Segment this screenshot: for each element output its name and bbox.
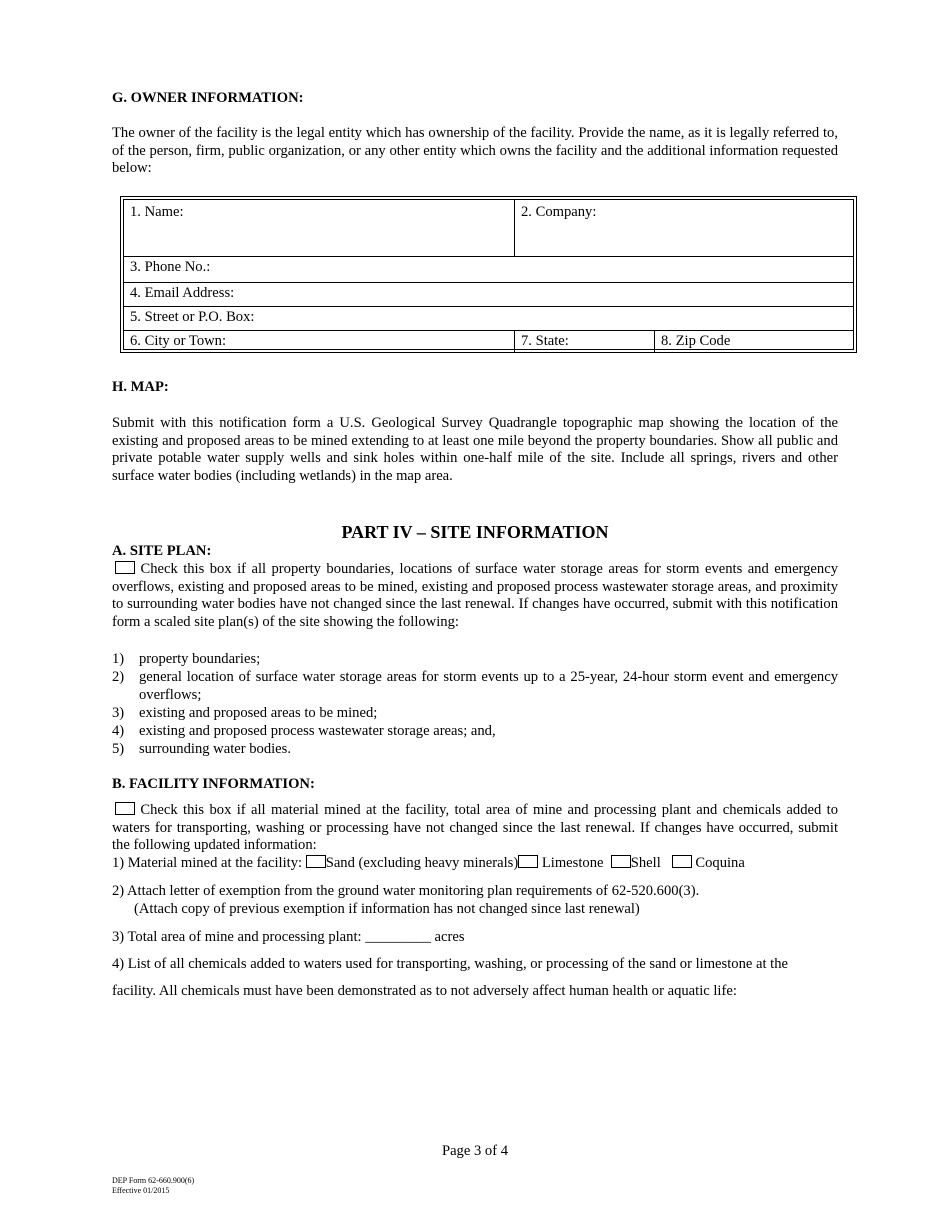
site-plan-item: general location of surface water storage areas for storm events up to a 25-year, 24-hour storm event and emergency overflows; <box>139 669 838 703</box>
facility-info-checkbox[interactable] <box>115 802 135 815</box>
site-plan-paragraph <box>112 561 838 631</box>
limestone-label: Limestone <box>541 855 604 871</box>
facility-info-heading: B. FACILITY INFORMATION: <box>112 776 315 792</box>
chemicals-item-continued: facility. All chemicals must have been demonstrated as to not adversely affect human health or aquatic life: <box>112 983 737 999</box>
owner-state-field[interactable]: 7. State: <box>521 333 569 349</box>
section-g-intro: The owner of the facility is the legal entity which has ownership of the facility. Provide the name, as it is legally referred to, of the person, firm, public organization, or any other entity which owns the facility and the additional information requested below: <box>112 125 838 177</box>
owner-name-field[interactable]: 1. Name: <box>130 204 184 220</box>
sand-checkbox[interactable] <box>306 855 326 868</box>
form-id: DEP Form 62-660.900(6) <box>112 1176 195 1185</box>
site-plan-item-num: 5) <box>112 741 125 757</box>
section-h-heading: H. MAP: <box>112 379 169 395</box>
material-mined-row <box>112 855 745 872</box>
owner-city-field[interactable]: 6. City or Town: <box>130 333 227 349</box>
site-plan-item-num: 4) <box>112 723 125 739</box>
sand-label: Sand (excluding heavy minerals) <box>325 855 519 871</box>
owner-zip-field[interactable]: 8. Zip Code <box>661 333 731 349</box>
exemption-note: (Attach copy of previous exemption if information has not changed since last renewal) <box>134 901 640 917</box>
page-number: Page 3 of 4 <box>441 1143 509 1159</box>
site-plan-item: property boundaries; <box>139 651 261 667</box>
shell-checkbox[interactable] <box>611 855 631 868</box>
limestone-checkbox[interactable] <box>518 855 538 868</box>
part-iv-title: PART IV – SITE INFORMATION <box>341 522 609 542</box>
site-plan-item: existing and proposed areas to be mined; <box>139 705 378 721</box>
site-plan-item-num: 3) <box>112 705 125 721</box>
site-plan-check-text: Check this box if all property boundaries, locations of surface water storage areas for storm events and emergency overflows, existing and proposed areas to be mined, existing and proposed process wastewater storage areas, and proximity to surrounding water bodies have not changed since the last renewal. If changes have occurred, submit with this notification form a scaled site plan(s) of the site showing the following: <box>112 561 838 630</box>
site-plan-item-num: 2) <box>112 669 125 685</box>
form-effective-date: Effective 01/2015 <box>112 1186 170 1195</box>
section-g-heading: G. OWNER INFORMATION: <box>112 90 304 106</box>
coquina-checkbox[interactable] <box>672 855 692 868</box>
site-plan-item: existing and proposed process wastewater storage areas; and, <box>139 723 496 739</box>
facility-check-text: Check this box if all material mined at the facility, total area of mine and processing plant and chemicals added to waters for transporting, washing or processing have not changed since the last renewal. If changes have occurred, submit the following updated information: <box>112 802 838 854</box>
site-plan-checkbox[interactable] <box>115 561 135 574</box>
owner-company-field[interactable]: 2. Company: <box>521 204 597 220</box>
chemicals-item: 4) List of all chemicals added to waters used for transporting, washing, or processing of the sand or limestone at the <box>112 956 789 972</box>
owner-info-table <box>120 196 857 353</box>
section-h-text: Submit with this notification form a U.S. Geological Survey Quadrangle topographic map showing the location of the existing and proposed areas to be mined extending to at least one mile beyond the property boundaries. Show all public and private potable water supply wells and sink holes within one-half mile of the site. Include all springs, rivers and other surface water bodies (including wetlands) in the map area. <box>112 415 838 484</box>
facility-info-paragraph <box>112 802 838 855</box>
material-mined-label: 1) Material mined at the facility: <box>112 855 306 871</box>
exemption-letter-item: 2) Attach letter of exemption from the ground water monitoring plan requirements of 62-520.600(3). <box>112 883 700 899</box>
site-plan-item: surrounding water bodies. <box>139 741 291 757</box>
coquina-label: Coquina <box>695 855 745 871</box>
owner-email-field[interactable]: 4. Email Address: <box>130 285 235 301</box>
site-plan-item-num: 1) <box>112 651 125 667</box>
shell-label: Shell <box>630 855 661 871</box>
owner-street-field[interactable]: 5. Street or P.O. Box: <box>130 309 255 325</box>
owner-phone-field[interactable]: 3. Phone No.: <box>130 259 211 275</box>
total-area-item: 3) Total area of mine and processing plant: _________ acres <box>112 929 465 945</box>
site-plan-heading: A. SITE PLAN: <box>112 543 212 559</box>
